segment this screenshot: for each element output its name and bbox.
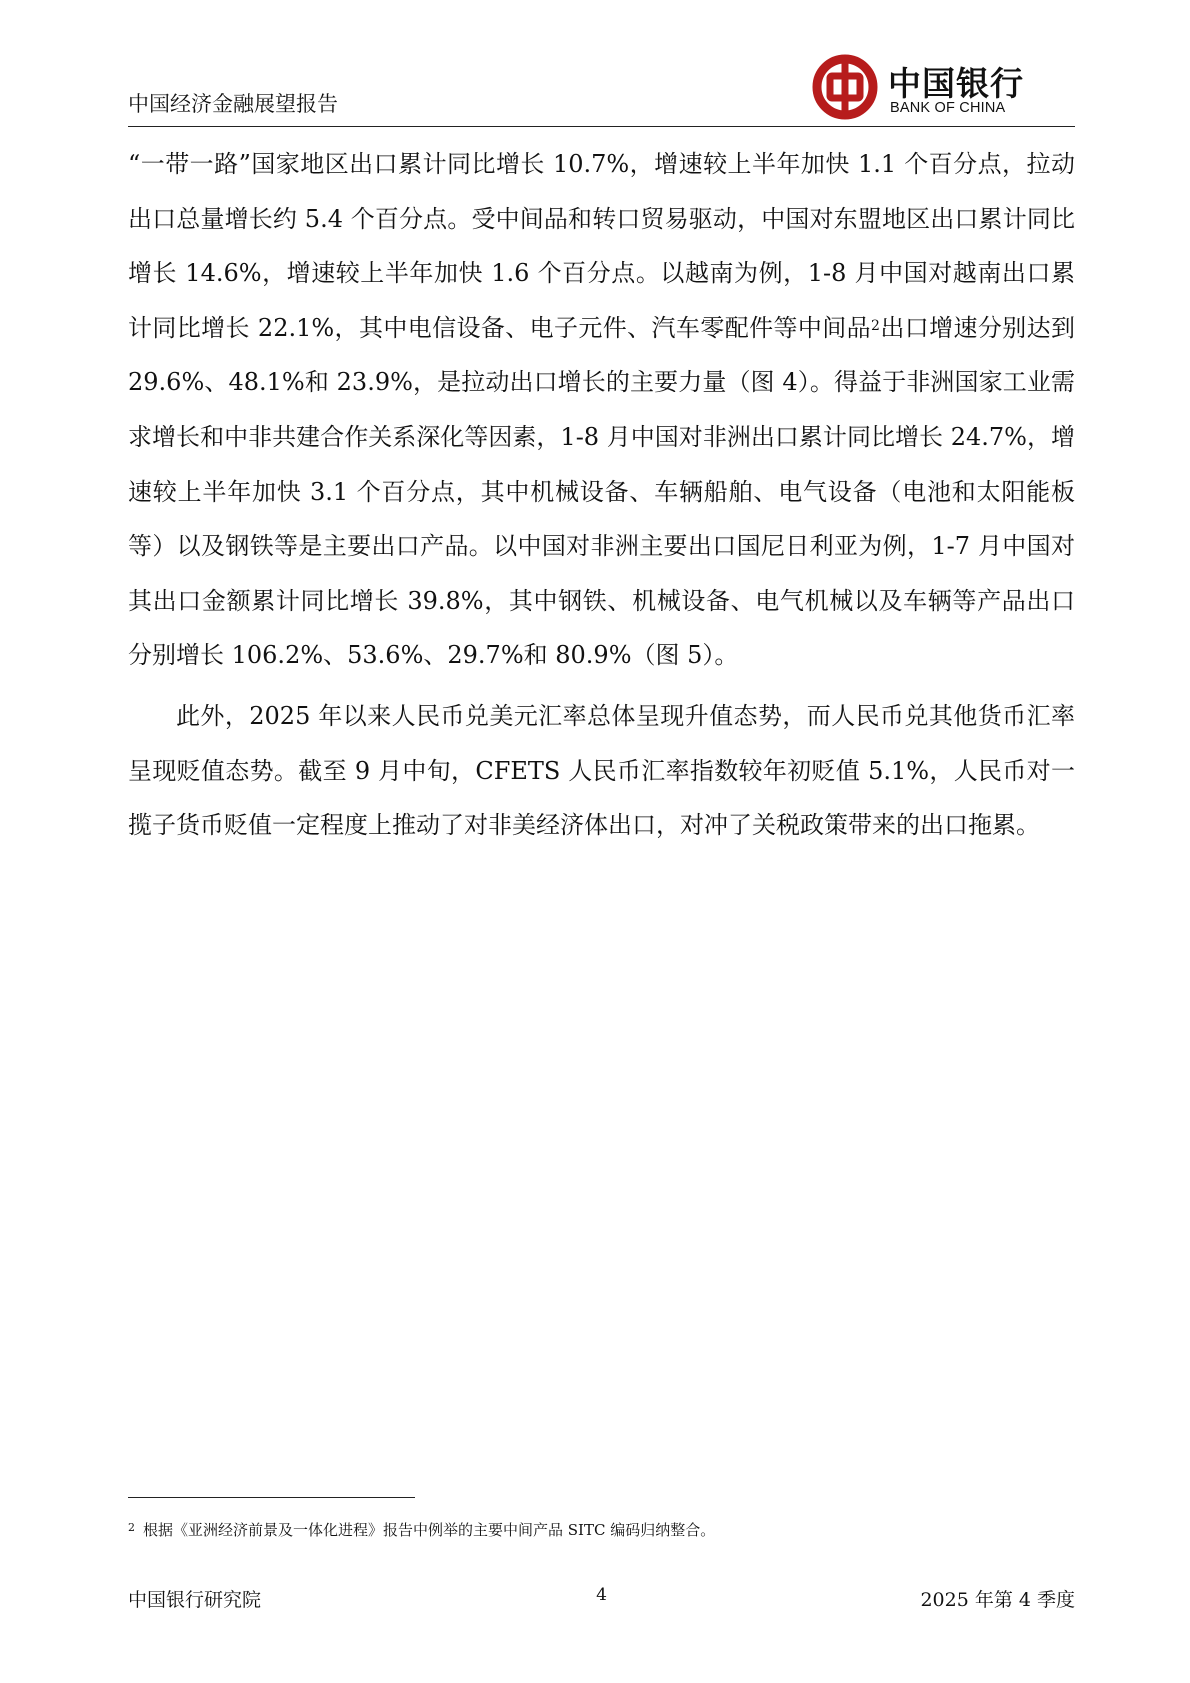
- paragraph-exports: [128, 137, 1075, 683]
- paragraph-exports-part2: 出口增速分别达到 29.6%、48.1%和 23.9%，是拉动出口增长的主要力量（图 4）。得益于非洲国家工业需求增长和中非共建合作关系深化等因素，1-8 月中国对非洲出口累计同比增长 24.7%，增速较上半年加快 3.1 个百分点，其中机械设备、车辆船舶、电气设备（电池和太阳能板等）以及钢铁等是主要出口产品。以中国对非洲主要出口国尼日利亚为例，1-7 月中国对其出口金额累计同比增长 39.8%，其中钢铁、机械设备、电气机械以及车辆等产品出口分别增长 106.2%、53.6%、29.7%和 80.9%（图 5）。: [128, 313, 1076, 670]
- paragraph-exchange-rate: 此外，2025 年以来人民币兑美元汇率总体呈现升值态势，而人民币兑其他货币汇率呈现贬值态势。截至 9 月中旬，CFETS 人民币汇率指数较年初贬值 5.1%，人民币对一揽子货币贬值一定程度上推动了对非美经济体出口，对冲了关税政策带来的出口拖累。: [128, 701, 1075, 840]
- logo-english-name: BANK OF CHINA: [890, 100, 1006, 116]
- bank-of-china-logo: [812, 54, 1057, 120]
- body-text: [128, 137, 1075, 853]
- footnote-number: 2: [128, 1521, 135, 1534]
- paragraph-exports-part1: “一带一路”国家地区出口累计同比增长 10.7%，增速较上半年加快 1.1 个百分点，拉动出口总量增长约 5.4 个百分点。受中间品和转口贸易驱动，中国对东盟地区出口累计同比增长 14.6%，增速较上半年加快 1.6 个百分点。以越南为例，1-8 月中国对越南出口累计同比增长 22.1%，其中电信设备、电子元件、汽车零配件等中间品: [128, 150, 1075, 342]
- page-header: [128, 40, 1075, 127]
- report-title: 中国经济金融展望报告: [128, 92, 338, 116]
- footer-institute: 中国银行研究院: [128, 1589, 262, 1611]
- footnote-ref: 2: [871, 317, 880, 334]
- footnote-text: 根据《亚洲经济前景及一体化进程》报告中例举的主要中间产品 SITC 编码归纳整合。: [143, 1521, 716, 1539]
- logo-chinese-name: 中国银行: [888, 64, 1024, 103]
- footer-quarter: 2025 年第 4 季度: [920, 1589, 1075, 1611]
- page-footer: [128, 1585, 1075, 1615]
- footnote-divider: [128, 1497, 415, 1498]
- bank-logo-icon: [812, 54, 878, 120]
- footnote: [128, 1519, 715, 1540]
- page-number: 4: [596, 1585, 607, 1605]
